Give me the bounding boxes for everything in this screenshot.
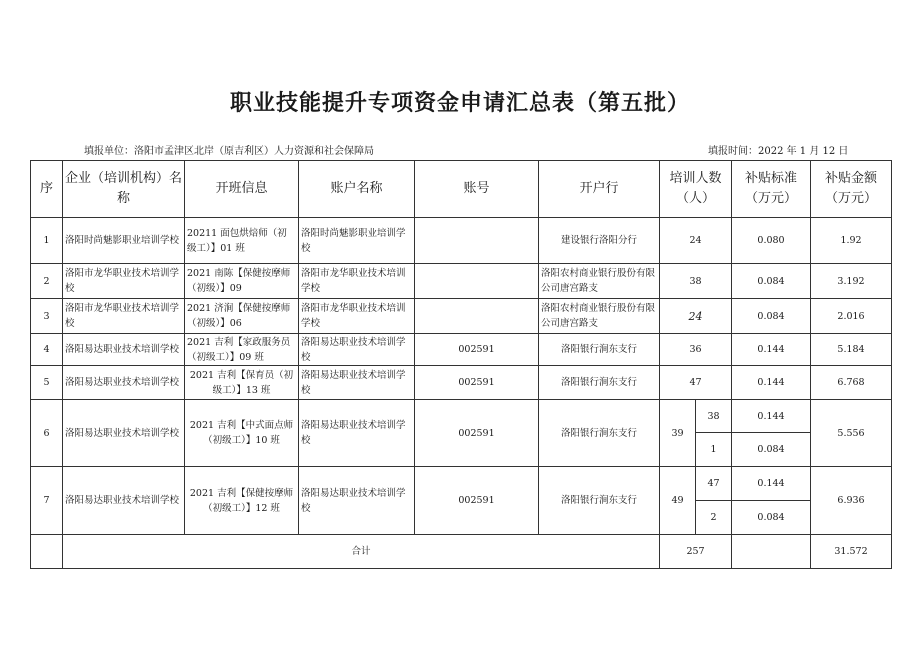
cell-amount: 6.936 — [811, 467, 892, 535]
cell-bank: 洛阳农村商业银行股份有限公司唐宫路支 — [539, 264, 660, 299]
header-amount: 补贴金额（万元） — [811, 161, 892, 218]
cell-org: 洛阳易达职业技术培训学校 — [63, 467, 185, 535]
cell-seq: 7 — [31, 467, 63, 535]
cell-account-number: 002591 — [415, 467, 539, 535]
cell-account-number — [415, 218, 539, 264]
reporting-time: 填报时间：2022 年 1 月 12 日 — [708, 146, 849, 157]
cell-bank: 洛阳银行涧东支行 — [539, 400, 660, 467]
total-amount: 31.572 — [811, 535, 892, 569]
table-row — [31, 299, 892, 334]
cell-people-sub: 47 — [696, 467, 732, 501]
total-row — [31, 535, 892, 569]
cell-standard: 0.144 — [732, 400, 811, 433]
cell-standard: 0.080 — [732, 218, 811, 264]
cell-people: 24 — [660, 299, 732, 334]
summary-table — [30, 160, 892, 569]
table-row — [31, 334, 892, 366]
cell-seq: 4 — [31, 334, 63, 366]
table-row — [31, 264, 892, 299]
cell-seq: 2 — [31, 264, 63, 299]
table-row — [31, 218, 892, 264]
cell-people-total: 39 — [660, 400, 696, 467]
header-account-number: 账号 — [415, 161, 539, 218]
cell-bank: 建设银行洛阳分行 — [539, 218, 660, 264]
cell-account-name: 洛阳易达职业技术培训学校 — [299, 467, 415, 535]
cell-seq: 1 — [31, 218, 63, 264]
table-row — [31, 467, 892, 501]
cell-account-name: 洛阳易达职业技术培训学校 — [299, 366, 415, 400]
header-seq: 序 — [31, 161, 63, 218]
cell-bank: 洛阳农村商业银行股份有限公司唐宫路支 — [539, 299, 660, 334]
cell-org: 洛阳市龙华职业技术培训学校 — [63, 299, 185, 334]
cell-standard: 0.084 — [732, 501, 811, 535]
cell-class: 2021 吉利【保育员（初级工）】13 班 — [185, 366, 299, 400]
total-label: 合计 — [63, 535, 660, 569]
cell-org: 洛阳易达职业技术培训学校 — [63, 400, 185, 467]
cell-account-name: 洛阳易达职业技术培训学校 — [299, 334, 415, 366]
cell-standard: 0.084 — [732, 264, 811, 299]
cell-class: 2021 吉利【家政服务员（初级工）】09 班 — [185, 334, 299, 366]
cell-class: 2021 吉利【中式面点师（初级工）】10 班 — [185, 400, 299, 467]
header-class: 开班信息 — [185, 161, 299, 218]
cell-account-name: 洛阳时尚魅影职业培训学校 — [299, 218, 415, 264]
cell-bank: 洛阳银行涧东支行 — [539, 467, 660, 535]
cell-people: 38 — [660, 264, 732, 299]
header-account-name: 账户名称 — [299, 161, 415, 218]
cell-standard: 0.084 — [732, 299, 811, 334]
cell-people-sub: 2 — [696, 501, 732, 535]
cell-bank: 洛阳银行涧东支行 — [539, 334, 660, 366]
cell-account-number — [415, 264, 539, 299]
cell-amount: 3.192 — [811, 264, 892, 299]
header-org: 企业（培训机构）名称 — [63, 161, 185, 218]
reporting-unit: 填报单位：洛阳市孟津区北岸（原吉利区）人力资源和社会保障局 — [84, 146, 374, 157]
cell-people-sub: 1 — [696, 433, 732, 467]
cell-standard: 0.144 — [732, 366, 811, 400]
cell-org: 洛阳市龙华职业技术培训学校 — [63, 264, 185, 299]
header-standard: 补贴标准（万元） — [732, 161, 811, 218]
cell-class: 20211 面包烘焙师（初级工）】01 班 — [185, 218, 299, 264]
cell-org: 洛阳时尚魅影职业培训学校 — [63, 218, 185, 264]
cell-class: 2021 济涧【保健按摩师（初级）】06 — [185, 299, 299, 334]
cell-amount: 2.016 — [811, 299, 892, 334]
cell-class: 2021 南陈【保健按摩师（初级）】09 — [185, 264, 299, 299]
cell-account-name: 洛阳市龙华职业技术培训学校 — [299, 264, 415, 299]
page-title: 职业技能提升专项资金申请汇总表（第五批） — [229, 91, 690, 116]
cell-account-number: 002591 — [415, 366, 539, 400]
cell-bank: 洛阳银行涧东支行 — [539, 366, 660, 400]
cell-amount: 5.556 — [811, 400, 892, 467]
header-bank: 开户行 — [539, 161, 660, 218]
total-people: 257 — [660, 535, 732, 569]
cell-people-sub: 38 — [696, 400, 732, 433]
cell-seq: 6 — [31, 400, 63, 467]
cell-seq: 3 — [31, 299, 63, 334]
cell-account-number — [415, 299, 539, 334]
cell-people: 36 — [660, 334, 732, 366]
cell-seq — [31, 535, 63, 569]
cell-people: 24 — [660, 218, 732, 264]
total-standard — [732, 535, 811, 569]
header-people: 培训人数（人） — [660, 161, 732, 218]
cell-account-number: 002591 — [415, 334, 539, 366]
cell-account-number: 002591 — [415, 400, 539, 467]
table-row — [31, 400, 892, 433]
cell-people-total: 49 — [660, 467, 696, 535]
cell-seq: 5 — [31, 366, 63, 400]
cell-amount: 5.184 — [811, 334, 892, 366]
cell-standard: 0.084 — [732, 433, 811, 467]
cell-people: 47 — [660, 366, 732, 400]
cell-class: 2021 吉利【保健按摩师（初级工）】12 班 — [185, 467, 299, 535]
table-row — [31, 366, 892, 400]
cell-standard: 0.144 — [732, 467, 811, 501]
cell-org: 洛阳易达职业技术培训学校 — [63, 334, 185, 366]
cell-org: 洛阳易达职业技术培训学校 — [63, 366, 185, 400]
cell-account-name: 洛阳易达职业技术培训学校 — [299, 400, 415, 467]
header-row — [31, 161, 892, 218]
cell-amount: 1.92 — [811, 218, 892, 264]
cell-account-name: 洛阳市龙华职业技术培训学校 — [299, 299, 415, 334]
cell-amount: 6.768 — [811, 366, 892, 400]
cell-standard: 0.144 — [732, 334, 811, 366]
